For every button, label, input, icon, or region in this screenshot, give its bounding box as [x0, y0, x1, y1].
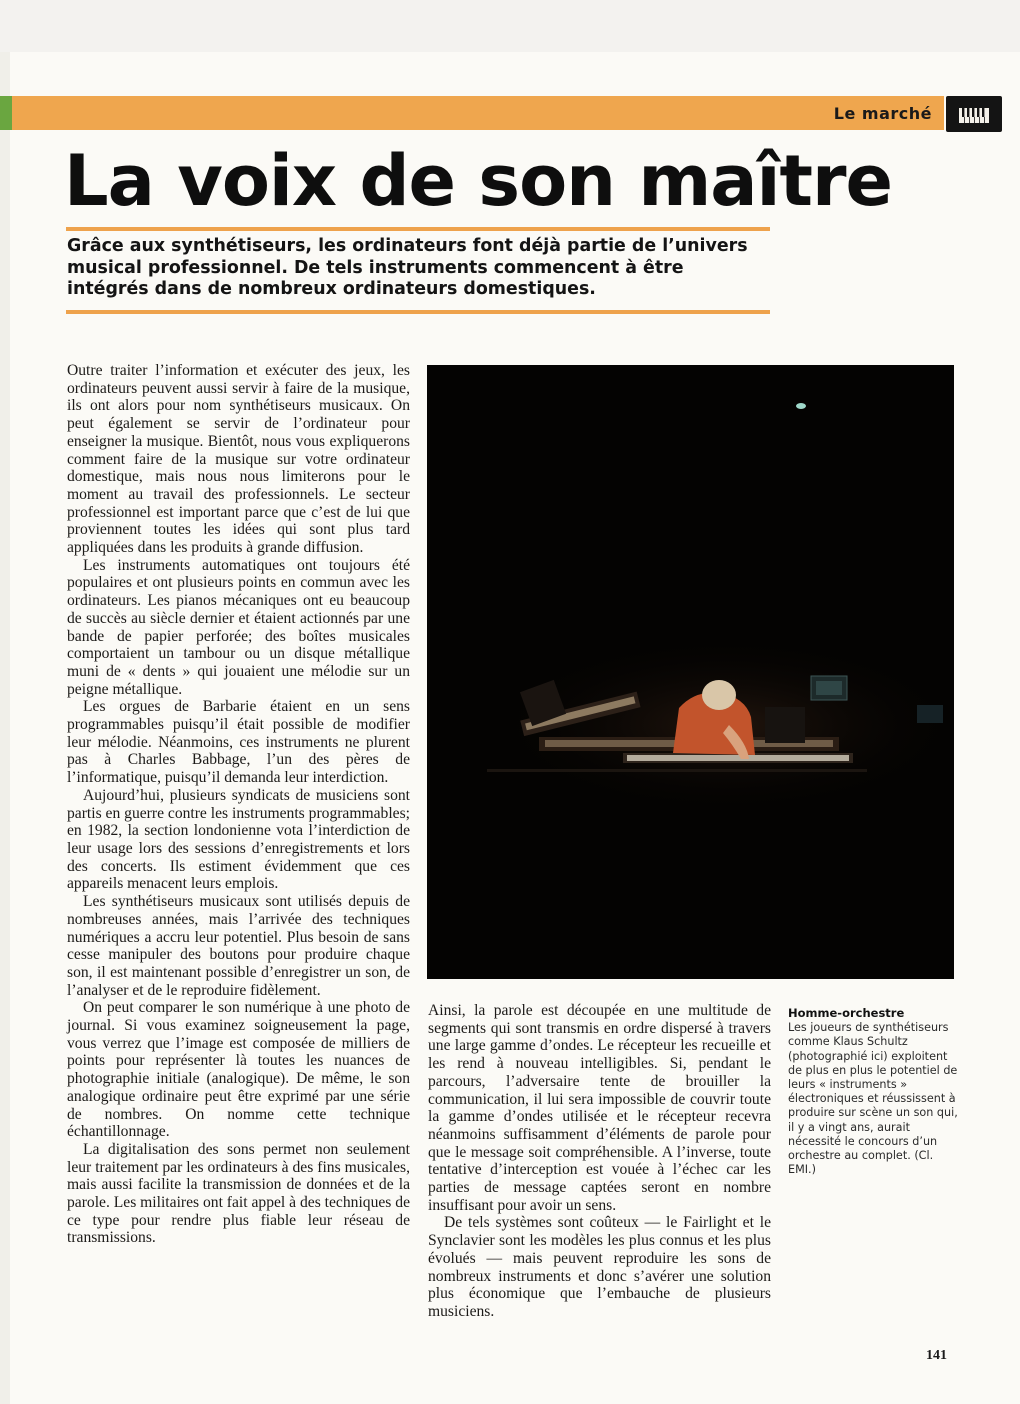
musician-at-synthesizers-photo [427, 365, 954, 979]
caption-title: Homme-orchestre [788, 1006, 905, 1020]
paragraph: Les orgues de Barbarie étaient en un sens programmables puisqu’il était possible de modifier leur mélodie. Néanmoins, ces instruments ne plurent pas à Charles Babbage, l’un des pères de l’informatique, puisqu’il demanda leur interdiction. [67, 698, 410, 787]
paragraph: La digitalisation des sons permet non seulement leur traitement par les ordinateurs à des fins musicales, mais aussi facilite la transmission de données et de la parole. Les militaires ont fait appel à des techniques de ce type pour rendre plus fiable leur réseau de transmissions. [67, 1140, 410, 1247]
section-band [0, 96, 944, 130]
lead-rule-top [66, 227, 770, 231]
section-label: Le marché [833, 104, 932, 123]
page-number: 141 [926, 1348, 947, 1363]
paragraph: Les instruments automatiques ont toujours été populaires et ont plusieurs points en commun avec les ordinateurs. Les pianos mécaniques ont eu beaucoup de succès au siècle dernier et étaient actionnés par une bande de papier perforée; des boîtes musicales comportaient un tambour ou un disque métallique muni de « dents » qui jouaient une mélodie sur un peigne métallique. [67, 556, 410, 698]
paragraph: Aujourd’hui, plusieurs syndicats de musiciens sont partis en guerre contre les instruments programmables; en 1982, la section londonienne vota l’interdiction de leur usage lors des sessions d’enregistrements et lors des concerts. Ils estiment évidemment que ces appareils menacent leurs emplois. [67, 786, 410, 893]
photo-caption [788, 1006, 958, 1177]
article-title: La voix de son maître [64, 140, 892, 222]
paragraph: Outre traiter l’information et exécuter des jeux, les ordinateurs peuvent aussi servir à faire de la musique, ils ont alors pour nom synthétiseurs musicaux. On peut également se servir de l’ordinateur pour enseigner la musique. Bientôt, nous vous expliquerons comment faire de la musique sur votre ordinateur domestique, mais nous nous limiterons pour le moment au travail des professionnels. Le secteur professionnel est important parce que c’est de lui que proviennent toutes les idées qui sont plus tard appliquées dans les produits à grande diffusion. [67, 362, 410, 557]
caption-body: Les joueurs de synthétiseurs comme Klaus Schultz (photographié ici) exploitent de plus en plus le potentiel de leurs « instruments » électroniques et réussissent à produire sur scène un son qui, il y a vingt ans, aurait nécessité le concours d’un orchestre au complet. (Cl. EMI.) [788, 1021, 958, 1177]
keyboard-icon [946, 96, 1002, 132]
article-column-1 [67, 362, 410, 1247]
paragraph: Ainsi, la parole est découpée en une multitude de segments qui sont transmis en ordre dispersé à travers une large gamme d’ondes. Le récepteur les recueille et les rend à nouveau intelligibles. Si, pendant le parcours, l’adversaire tente de brouiller la communication, il lui sera impossible de couvrir toute la gamme d’ondes utilisée et le récepteur recevra néanmoins suffisamment d’éléments de parole pour que le message soit compréhensible. A l’inverse, toute tentative d’interception est vouée à l’échec car les parties de message captées seront en nombre insuffisant pour avoir un sens. [428, 1002, 771, 1214]
section-band-accent [0, 96, 12, 130]
article-column-2 [428, 1002, 771, 1321]
page-left-edge [0, 52, 10, 1404]
paragraph: On peut comparer le son numérique à une photo de journal. Si vous examinez soigneusement la page, vous verrez que l’image est composée de milliers de points pour représenter là toutes les nuances de photographie initiale (analogique). De même, le son analogique ordinaire peut être exprimé par une série de nombres. On nomme cette technique échantillonnage. [67, 999, 410, 1141]
lead-rule-bottom [66, 310, 770, 314]
article-lead: Grâce aux synthétiseurs, les ordinateurs font déjà partie de l’univers musical professionnel. De tels instruments commencent à être intégrés dans de nombreux ordinateurs domestiques. [67, 236, 748, 299]
paragraph: Les synthétiseurs musicaux sont utilisés depuis de nombreuses années, mais l’arrivée des techniques numériques a accru leur potentiel. Plus besoin de sans cesse manipuler des boutons pour produire chaque son, il est maintenant possible d’enregistrer un son, de l’analyser et de le reproduire fidèlement. [67, 893, 410, 999]
paragraph: De tels systèmes sont coûteux — le Fairlight et le Synclavier sont les modèles les plus connus et les plus évolués — mais peuvent reproduire les sons de nombreux instruments et donc s’avérer une solution plus économique que l’embauche de plusieurs musiciens. [428, 1214, 771, 1320]
page-top-margin [0, 0, 1020, 52]
